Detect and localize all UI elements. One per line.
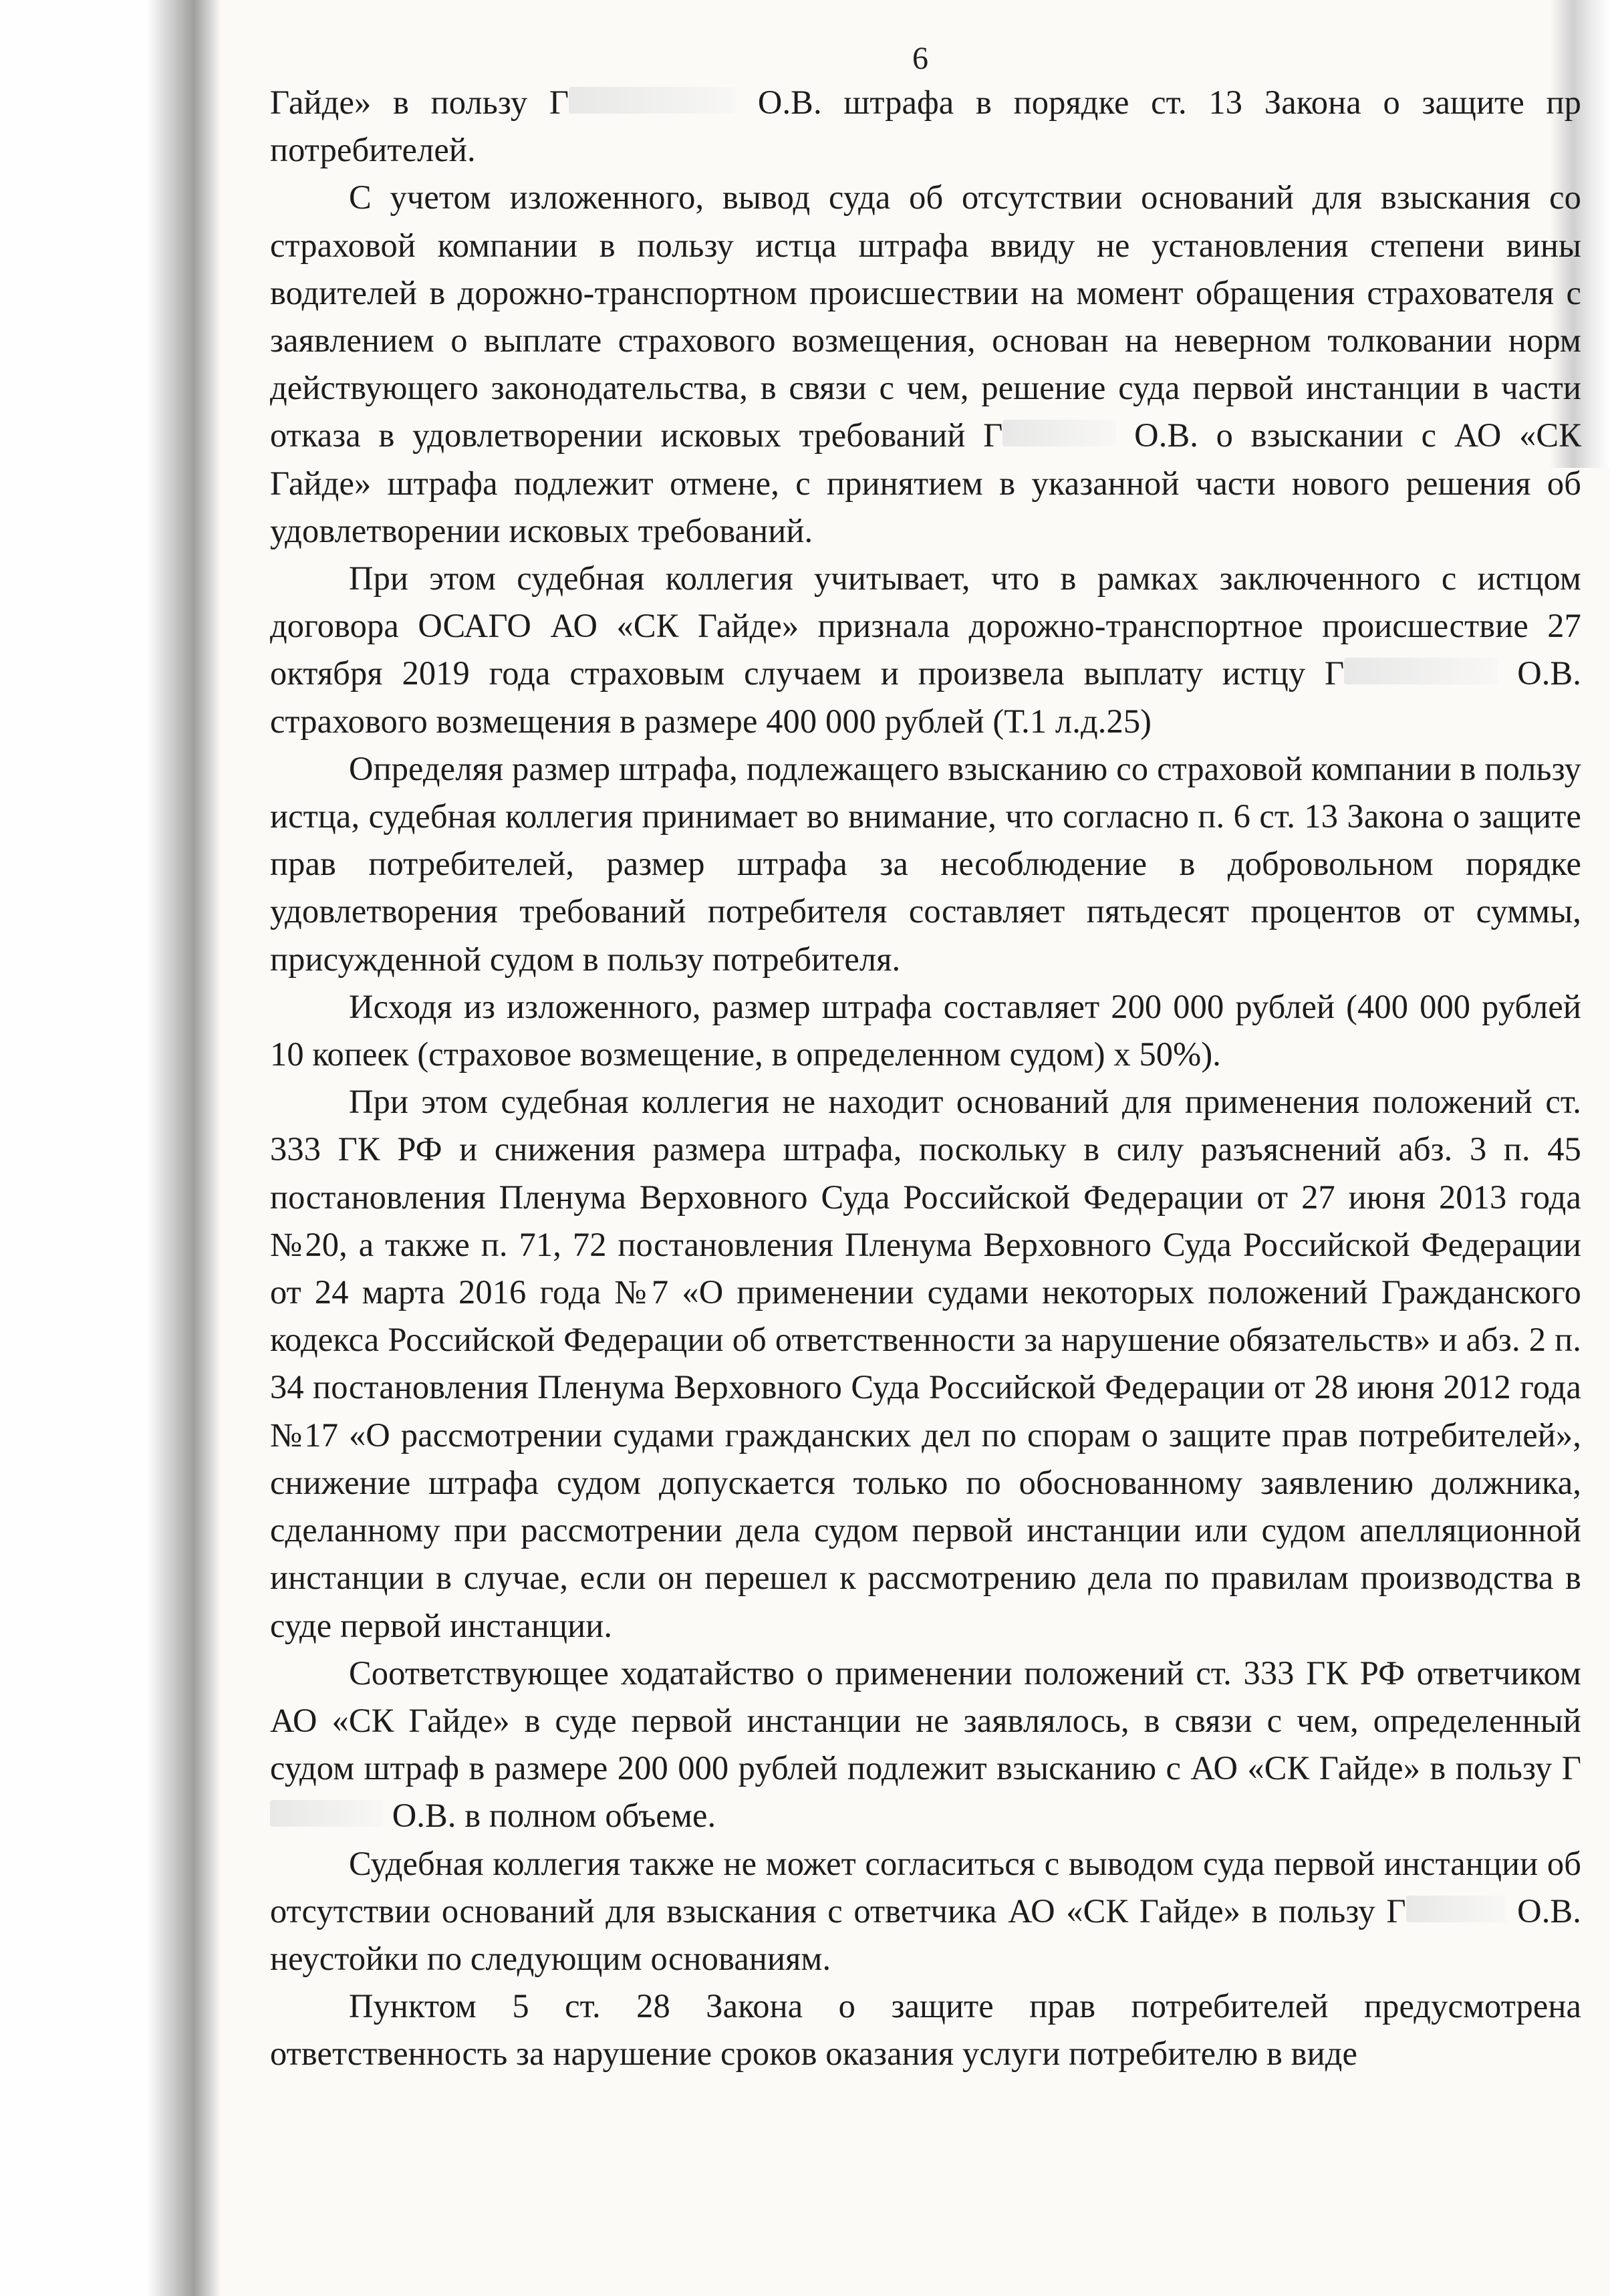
page-number: 6 xyxy=(912,41,928,76)
redacted-name xyxy=(1344,658,1498,684)
paragraph-9 xyxy=(270,1983,1581,2077)
redacted-name xyxy=(1406,1896,1506,1922)
scan-shadow-left xyxy=(0,0,221,2296)
paragraph-3-part-2: О.В. страхового возмещения в размере 400 000 рублей (Т.1 л.д.25) xyxy=(270,654,1581,740)
paragraph-1-part-2: О.В. штрафа в порядке ст. 13 Закона о защите пр потребителей. xyxy=(270,84,1581,169)
paragraph-1 xyxy=(270,79,1581,174)
document-body xyxy=(270,79,1581,2078)
paragraph-8-part-2: О.В. неустойки по следующим основаниям. xyxy=(270,1892,1581,1977)
paragraph-6-text: При этом судебная коллегия не находит оснований для применения положений ст. 333 ГК РФ и снижения размера штрафа, поскольку в силу разъяснений абз. 3 п. 45 постановления Пленума Верховного Суда Российской Федерации от 27 июня 2013 года №20, а также п. 71, 72 постановления Пленума Верховного Суда Российской Федерации от 24 марта 2016 года №7 «О применении судами некоторых положений Гражданского кодекса Российской Федерации об ответственности за нарушение обязательств» и абз. 2 п. 34 постановления Пленума Верховного Суда Российской Федерации от 28 июня 2012 года №17 «О рассмотрении судами гражданских дел по спорам о защите прав потребителей», снижение штрафа судом допускается только по обоснованному заявлению должника, сделанному при рассмотрении дела судом первой инстанции или судом апелляционной инстанции в случае, если он перешел к рассмотрению дела по правилам производства в суде первой инстанции. xyxy=(270,1083,1581,1644)
redacted-name xyxy=(569,87,736,114)
paragraph-4 xyxy=(270,745,1581,983)
paragraph-3-part-1: При этом судебная коллегия учитывает, что в рамках заключенного с истцом договора ОСАГО АО «СК Гайде» признала дорожно-транспортное происшествие 27 октября 2019 года страховым случаем и произвела выплату истцу Г xyxy=(270,559,1581,692)
paragraph-8 xyxy=(270,1840,1581,1983)
redacted-name xyxy=(270,1800,384,1827)
paragraph-8-part-1: Судебная коллегия также не может согласиться с выводом суда первой инстанции об отсутствии оснований для взыскания с ответчика АО «СК Гайде» в пользу Г xyxy=(270,1844,1581,1930)
paragraph-3 xyxy=(270,555,1581,745)
paragraph-7-part-2: О.В. в полном объеме. xyxy=(392,1797,716,1835)
paragraph-2-part-2: О.В. о взыскании с АО «СК Гайде» штрафа подлежит отмене, с принятием в указанной части нового решения об удовлетворении исковых требований. xyxy=(270,416,1581,549)
paragraph-9-text: Пунктом 5 ст. 28 Закона о защите прав потребителей предусмотрена ответственность за нарушение сроков оказания услуги потребителю в виде xyxy=(270,1987,1581,2073)
paragraph-7-part-1: Соответствующее ходатайство о применении положений ст. 333 ГК РФ ответчиком АО «СК Гайде» в суде первой инстанции не заявлялось, в связи с чем, определенный судом штраф в размере 200 000 рублей подлежит взысканию с АО «СК Гайде» в пользу Г xyxy=(270,1654,1581,1787)
paragraph-5-text: Исходя из изложенного, размер штрафа составляет 200 000 рублей (400 000 рублей 10 копеек (страховое возмещение, в определенном судом) х 50%). xyxy=(270,987,1581,1073)
redacted-name xyxy=(1002,420,1116,447)
paragraph-5 xyxy=(270,983,1581,1078)
paragraph-4-text: Определяя размер штрафа, подлежащего взысканию со страховой компании в пользу истца, судебная коллегия принимает во внимание, что согласно п. 6 ст. 13 Закона о защите прав потребителей, размер штрафа за несоблюдение в добровольном порядке удовлетворения требований потребителя составляет пятьдесят процентов от суммы, присужденной судом в пользу потребителя. xyxy=(270,749,1581,978)
paragraph-2-part-1: С учетом изложенного, вывод суда об отсутствии оснований для взыскания со страховой компании в пользу истца штрафа ввиду не установления степени вины водителей в дорожно-транспортном происшествии на момент обращения страхователя с заявлением о выплате страхового возмещения, основан на неверном толковании норм действующего законодательства, в связи с чем, решение суда первой инстанции в части отказа в удовлетворении исковых требований Г xyxy=(270,178,1581,455)
paragraph-7 xyxy=(270,1650,1581,1840)
paragraph-1-part-1: Гайде» в пользу Г xyxy=(270,84,569,121)
paragraph-2 xyxy=(270,174,1581,555)
paragraph-6 xyxy=(270,1078,1581,1649)
